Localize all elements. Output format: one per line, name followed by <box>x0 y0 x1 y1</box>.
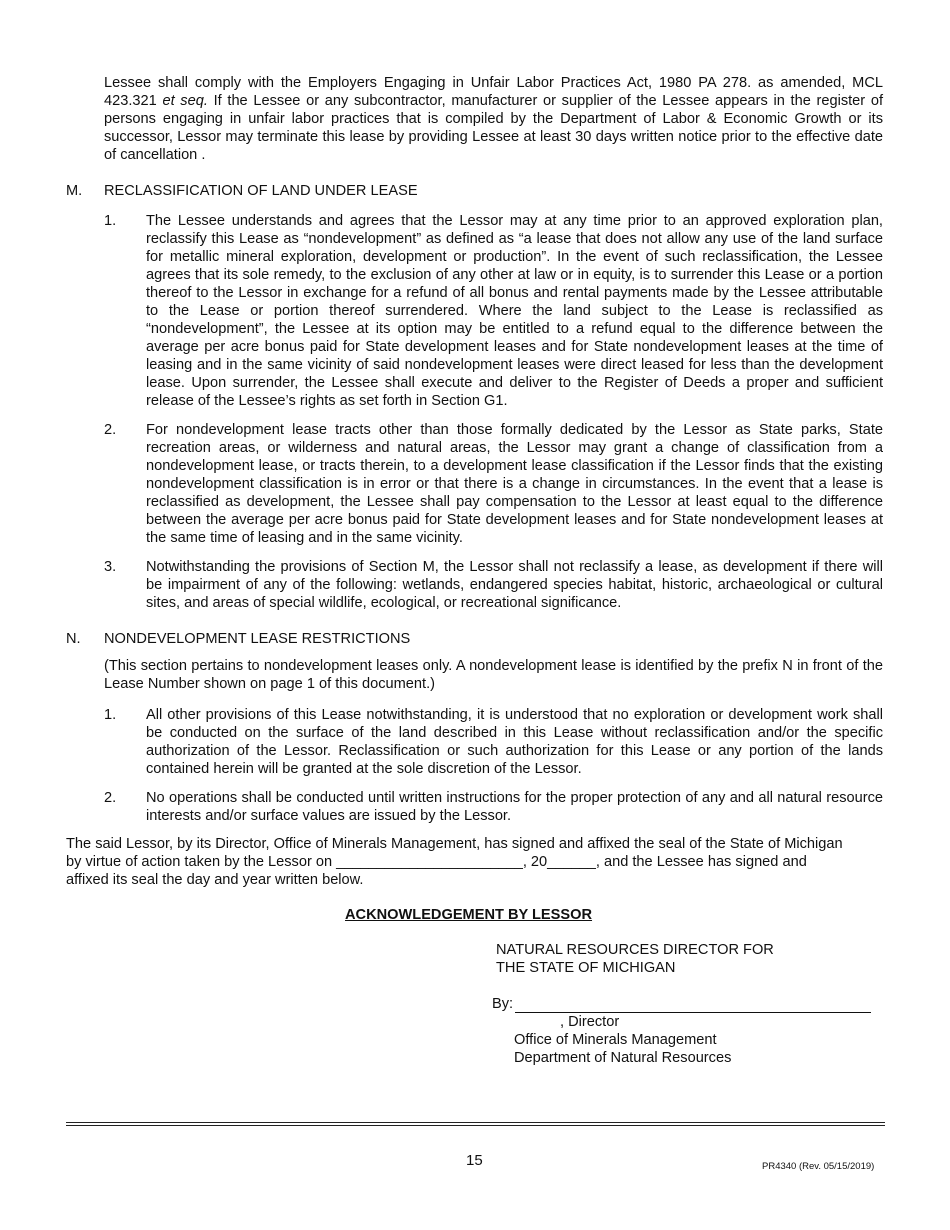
by-label: By: <box>492 996 514 1012</box>
intro-text-part1: Lessee shall comply with the Employers Engaging in Unfair Labor Practices Act, 1980 PA 278. as amended, MCL 423.321 <box>104 75 883 109</box>
intro-text-part2: If the Lessee or any subcontractor, manufacturer or supplier of the Lessee appears in the register of persons engaging in unfair labor practices that is compiled by the Department of Labor & Economic Growth or its successor, Lessor may terminate this lease by providing Lessee at least 30 days written notice prior to the effective date of cancellation . <box>104 93 884 163</box>
director-title: , Director <box>560 1014 620 1030</box>
section-n-note: (This section pertains to nondevelopment leases only. A nondevelopment lease is identified by the prefix N in front of the Lease Number shown on page 1 of this document.) <box>104 658 883 692</box>
item-number: 1. <box>104 213 117 229</box>
item-text: All other provisions of this Lease notwithstanding, it is understood that no exploration or development work shall be conducted on the surface of the land described in this Lease without reclassification and/or the specific authorization of the Lessor. Reclassification or such authorization for this Lease or any portion of the lands contained herein will be granted at the sole discretion of the Lessor. <box>146 707 883 777</box>
section-m-title: RECLASSIFICATION OF LAND UNDER LEASE <box>104 183 418 199</box>
section-m-item-2 <box>104 421 883 547</box>
item-number: 1. <box>104 707 117 723</box>
section-n-heading <box>66 630 410 648</box>
intro-italic-citation: et seq. <box>162 93 208 109</box>
form-id: PR4340 (Rev. 05/15/2019) <box>762 1161 875 1172</box>
section-m-item-3 <box>104 558 883 612</box>
closing-line-1: The said Lessor, by its Director, Office of Minerals Management, has signed and affixed the seal of the State of Michigan <box>66 836 843 852</box>
item-number: 2. <box>104 422 117 438</box>
closing-line-2: by virtue of action taken by the Lessor on _______________________, 20______, and the Lessee has signed and <box>66 854 807 870</box>
section-m-item-1 <box>104 212 883 410</box>
item-text: Notwithstanding the provisions of Section M, the Lessor shall not reclassify a lease, as development if there will be impairment of any of the following: wetlands, endangered species habitat, historic, archaeological or cultural sites, and areas of special wildlife, ecological, or recreational significance. <box>146 559 883 611</box>
footer-rule-bottom <box>66 1125 885 1126</box>
section-n-item-1 <box>104 706 883 778</box>
page-number: 15 <box>466 1152 483 1169</box>
intro-paragraph <box>104 74 883 164</box>
footer-rule-top <box>66 1122 885 1123</box>
item-text: The Lessee understands and agrees that the Lessor may at any time prior to an approved exploration plan, reclassify this Lease as “nondevelopment” as defined as “a lease that does not allow any use of the land surface for metallic mineral exploration, development or production”. In the event of such reclassification, the Lessee agrees that its sole remedy, to the exclusion of any other at law or in equity, is to surrender this Lease or a portion thereof to the Lessor in exchange for a refund of all bonus and rental payments made by the Lessee attributable to the Lease or portion thereof surrendered. Where the land subject to the Lease is reclassified as “nondevelopment”, the Lessee at its option may be entitled to a refund equal to the difference between the average per acre bonus paid for State development leases and for State nondevelopment leases at the time of leasing and in the same vicinity of said nondevelopment leases were direct leased for less than the development lease. Upon surrender, the Lessee shall execute and deliver to the Register of Deeds a proper and sufficient release of the Lessee’s rights as set forth in Section G1. <box>146 213 883 409</box>
signer-block <box>496 941 774 977</box>
item-number: 2. <box>104 790 117 806</box>
signer-line-1: NATURAL RESOURCES DIRECTOR FOR <box>496 942 774 958</box>
office-name: Office of Minerals Management <box>514 1032 717 1048</box>
section-m-letter: M. <box>66 183 83 199</box>
signature-title-block <box>514 1013 731 1067</box>
department-name: Department of Natural Resources <box>514 1050 732 1066</box>
item-number: 3. <box>104 559 117 575</box>
section-m-heading <box>66 182 418 200</box>
item-text: For nondevelopment lease tracts other than those formally dedicated by the Lessor as State parks, State recreation areas, or wilderness and natural areas, the Lessor may grant a change of classification from a nondevelopment lease, or tracts therein, to a development lease classification if the Lessor finds that the existing nondevelopment classification is in error or that there is a change in circumstances. In the event that a lease is reclassified as development, the Lessee shall pay compensation to the Lessor at least equal to the difference between the average per acre bonus paid for State development leases and for State nondevelopment leases at the same time of leasing and in the same vicinity. <box>146 422 883 546</box>
closing-line-3: affixed its seal the day and year written below. <box>66 872 364 888</box>
section-n-title: NONDEVELOPMENT LEASE RESTRICTIONS <box>104 631 411 647</box>
signer-line-2: THE STATE OF MICHIGAN <box>496 960 676 976</box>
item-text: No operations shall be conducted until written instructions for the proper protection of any and all natural resource interests and/or surface values are issued by the Lessor. <box>146 790 883 824</box>
section-n-item-2 <box>104 789 883 825</box>
acknowledgement-heading: ACKNOWLEDGEMENT BY LESSOR <box>345 907 593 923</box>
section-n-letter: N. <box>66 631 81 647</box>
closing-paragraph <box>66 835 883 889</box>
